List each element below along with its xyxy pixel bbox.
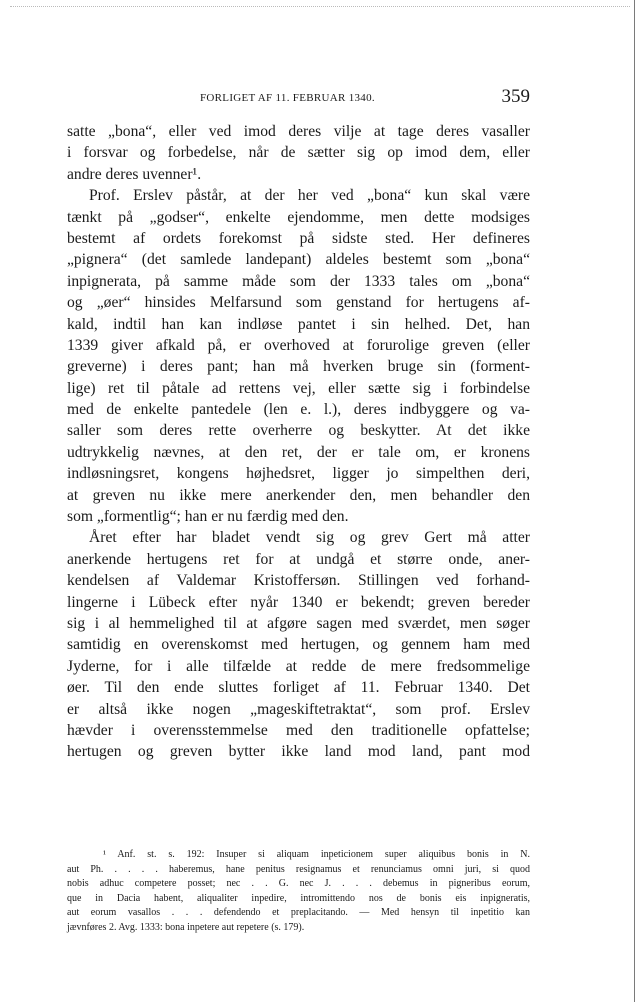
text-line: samtidig en overenskomst med hertugen, og gennem ham med	[67, 636, 530, 654]
running-title: FORLIGET AF 11. FEBRUAR 1340.	[200, 92, 375, 104]
text-line: kendelsen af Valdemar Kristoffersøn. Stillingen ved forhand-	[67, 572, 530, 590]
text-line: bestemt af ordets forekomst på sidste sted. Her defineres	[67, 229, 530, 247]
footnote-line: jævnføres 2. Avg. 1333: bona inpetere aut repetere (s. 179).	[67, 921, 305, 933]
text-line: inpignerata, på samme måde som der 1333 tales om „bona“	[67, 272, 530, 290]
text-line: at greven nu ikke mere anerkender den, men behandler den	[67, 486, 530, 504]
text-line: saller som deres rette overherre og beskytter. At det ikke	[67, 422, 530, 440]
text-line: greverne) i deres pant; han må hverken bruge sin (forment-	[67, 358, 530, 376]
footnote-line: aut eorum vasallos . . . defendendo et preplacitando. — Med hensyn til inpetitio kan	[67, 907, 530, 919]
text-line: andre deres uvenner¹.	[67, 165, 202, 183]
text-line: øer. Til den ende sluttes forliget af 11. Februar 1340. Det	[67, 679, 530, 697]
text-line: hertugen og greven bytter ikke land mod land, pant mod	[67, 743, 530, 761]
footnote-line: ¹ Anf. st. s. 192: Insuper si aliquam inpeticionem super aliquibus bonis in N.	[103, 849, 530, 860]
text-line: „pignera“ (det samlede landepant) aldeles bestemt som „bona“	[67, 251, 530, 269]
page-header	[67, 88, 530, 112]
text-line: Året efter har bladet vendt sig og grev Gert må atter	[89, 529, 530, 547]
text-line: udtrykkelig nævnes, at den ret, der er tale om, er kronens	[67, 443, 530, 461]
page-number: 359	[501, 86, 530, 107]
text-line: 1339 giver afkald på, er overhoved at forurolige greven (eller	[67, 336, 530, 354]
text-line: med de enkelte pantedele (len e. l.), deres indbyggere og va-	[67, 401, 530, 419]
text-line: indløsningsret, kongens højhedsret, ligger jo simpelthen deri,	[67, 465, 530, 483]
text-line: kald, indtil han kan indløse pantet i sin helhed. Det, han	[67, 315, 530, 333]
page-top-edge	[10, 6, 630, 7]
footnote-line: aut Ph. . . . . haberemus, hane penitus resignamus et renunciamus omni juri, si quod	[67, 863, 530, 875]
text-line: lige) ret til påtale ad rettens vej, eller sætte sig i forbindelse	[67, 379, 530, 397]
footnote-line: nobis adhuc competere posset; nec . . G. nec J. . . . debemus in pigneribus eorum,	[67, 878, 530, 890]
text-line: Jyderne, for i alle tilfælde at redde de mere fredsommelige	[67, 657, 530, 675]
text-line: i forsvar og forbedelse, når de sætter sig op imod dem, eller	[67, 144, 530, 162]
text-line: og „øer“ hinsides Melfarsund som genstand for hertugens af-	[67, 294, 530, 312]
text-line: satte „bona“, eller ved imod deres vilje at tage deres vasaller	[67, 123, 530, 140]
text-line: lingerne i Lübeck efter nyår 1340 er bekendt; greven bereder	[67, 593, 530, 611]
text-line: sig i al hemmelighed til at afgøre sagen med sværdet, men søger	[67, 614, 530, 632]
text-line: er altså ikke nogen „mageskiftetraktat“, som prof. Erslev	[67, 700, 530, 718]
text-line: som „formentlig“; han er nu færdig med den.	[67, 508, 349, 526]
page-right-edge	[634, 0, 635, 1002]
body-text	[67, 121, 530, 763]
text-line: Prof. Erslev påstår, at der her ved „bona“ kun skal være	[89, 187, 530, 205]
footnote-line: que in Dacia habent, aliqualiter inpedire, intromittendo nos de bonis eis inpigneratis,	[67, 892, 530, 904]
text-line: hævder i overensstemmelse med den traditionelle opfattelse;	[67, 721, 530, 739]
text-line: tænkt på „godser“, enkelte ejendomme, men dette modsiges	[67, 208, 530, 226]
footnote	[67, 848, 530, 936]
text-line: anerkende hertugens ret for at undgå et større onde, aner-	[67, 550, 530, 568]
